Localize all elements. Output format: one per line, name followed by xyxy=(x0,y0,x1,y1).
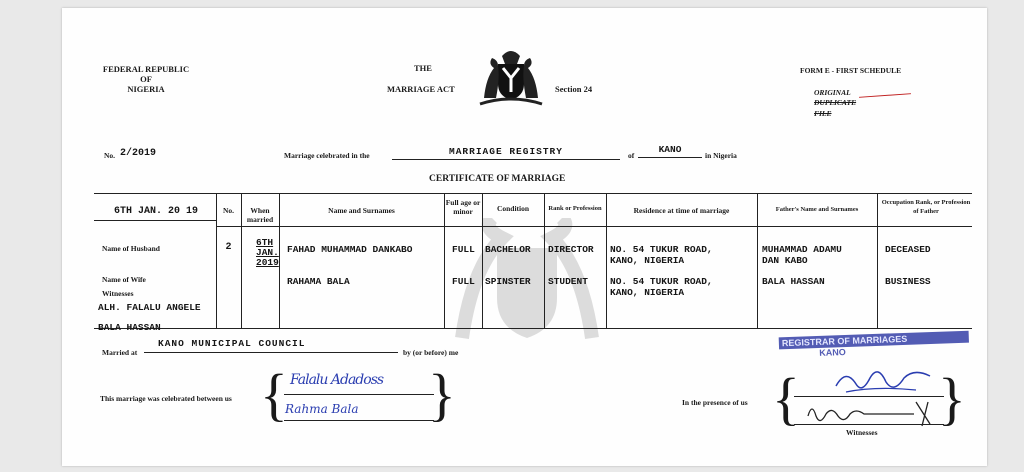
federal-republic-heading: FEDERAL REPUBLIC OF NIGERIA xyxy=(102,64,190,94)
husband-father-occupation: DECEASED xyxy=(885,244,931,255)
entry-number: 2 xyxy=(225,242,232,253)
original-label: ORIGINAL xyxy=(814,88,851,97)
wife-father-occupation: BUSINESS xyxy=(885,276,931,287)
celebrated-in-label: Marriage celebrated in the xyxy=(284,151,370,160)
wife-signature: Rahma Bala xyxy=(285,402,359,416)
number-value: 2/2019 xyxy=(120,148,157,159)
file-label: FILE xyxy=(814,109,832,118)
when-married-value: 6TH JAN. 2019 xyxy=(256,237,279,268)
certificate-table xyxy=(94,193,972,333)
married-at-field xyxy=(144,338,398,353)
duplicate-label: DUPLICATE xyxy=(814,98,857,107)
wife-father: BALA HASSAN xyxy=(762,276,825,287)
the-label: THE xyxy=(414,63,432,73)
wife-profession: STUDENT xyxy=(548,276,588,287)
col-header-no: No. xyxy=(222,206,235,215)
col-header-rank: Rank or Profession xyxy=(548,205,602,212)
witnesses-footer-label: Witnesses xyxy=(846,428,878,437)
husband-age: FULL xyxy=(452,244,475,255)
husband-name: FAHAD MUHAMMAD DANKABO xyxy=(287,244,413,255)
by-me-label: by (or before) me xyxy=(403,348,459,357)
of-label: of xyxy=(628,151,635,160)
wife-residence: NO. 54 TUKUR ROAD, KANO, NIGERIA xyxy=(610,276,713,298)
registrar-stamp: REGISTRAR OF MARRIAGES KANO xyxy=(779,331,970,360)
form-label: FORM E - FIRST SCHEDULE xyxy=(800,66,902,75)
wife-age: FULL xyxy=(452,276,475,287)
col-header-when: When married xyxy=(246,206,274,224)
number-label: No. xyxy=(104,151,116,160)
husband-label: Name of Husband xyxy=(102,244,160,253)
col-header-occupation: Occupation Rank, or Profession of Father xyxy=(881,199,971,215)
col-header-residence: Residence at time of marriage xyxy=(633,206,730,215)
left-brace-witness: { xyxy=(772,366,800,431)
witness-1: ALH. FALALU ANGELE xyxy=(98,302,201,313)
celebrated-in-field xyxy=(392,146,620,160)
husband-profession: DIRECTOR xyxy=(548,244,594,255)
section-label: Section 24 xyxy=(555,84,593,94)
of-field xyxy=(638,144,702,158)
coat-of-arms-icon xyxy=(474,42,548,110)
presence-label: In the presence of us xyxy=(682,398,748,407)
wife-label: Name of Wife xyxy=(102,275,146,284)
col-header-names: Name and Surnames xyxy=(328,206,395,215)
certificate-title: CERTIFICATE OF MARRIAGE xyxy=(429,174,566,184)
husband-signature: Falalu Adadoss xyxy=(290,372,384,388)
col-header-age: Full age or minor xyxy=(445,198,481,216)
in-nigeria-label: in Nigeria xyxy=(705,151,737,160)
husband-residence: NO. 54 TUKUR ROAD, KANO, NIGERIA xyxy=(610,244,713,266)
celebrated-between-label: This marriage was celebrated between us xyxy=(100,394,232,403)
married-at-value: KANO MUNICIPAL COUNCIL xyxy=(158,338,306,349)
witnesses-label: Witnesses xyxy=(102,289,134,298)
col-header-condition: Condition xyxy=(496,204,530,213)
of-value: KANO xyxy=(658,144,682,155)
original-underline xyxy=(859,93,911,98)
col-header-father: Father's Name and Surnames xyxy=(775,206,859,213)
marriage-act-label: MARRIAGE ACT xyxy=(387,84,455,94)
left-brace: { xyxy=(260,362,288,427)
husband-condition: BACHELOR xyxy=(485,244,531,255)
witness-2: BALA HASSAN xyxy=(98,322,161,333)
right-brace: } xyxy=(428,362,456,427)
wife-condition: SPINSTER xyxy=(485,276,531,287)
celebrated-in-value: MARRIAGE REGISTRY xyxy=(449,146,563,157)
witness-signature-line-1 xyxy=(794,376,944,397)
marriage-certificate xyxy=(62,8,987,466)
right-brace-witness: } xyxy=(938,366,966,431)
date-value: 6TH JAN. 20 19 xyxy=(114,206,199,217)
married-at-label: Married at xyxy=(102,348,138,357)
husband-father: MUHAMMAD ADAMU DAN KABO xyxy=(762,244,842,266)
wife-name: RAHAMA BALA xyxy=(287,276,350,287)
